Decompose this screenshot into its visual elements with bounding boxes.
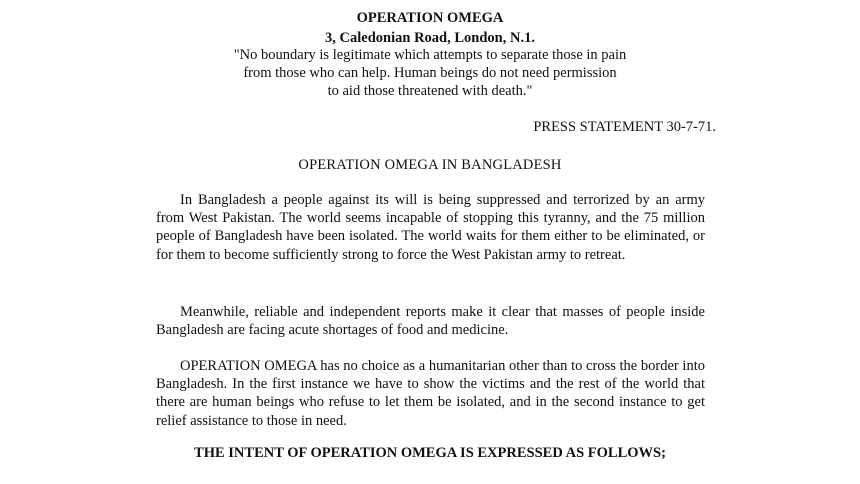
body-paragraph: In Bangladesh a people against its will is being suppressed and terrorized by an army from West Pakistan. The world seems incapable of stopping this tyranny, and the 75 million people of Bangladesh have been isolated. The world waits for them either to be eliminated, or for them to become sufficiently strong to force the West Pakistan army to retreat. bbox=[156, 192, 705, 263]
quote-line: from those who can help. Human beings do not need permission bbox=[243, 65, 617, 81]
quote-line: to aid those threatened with death." bbox=[327, 83, 533, 99]
body-paragraph: OPERATION OMEGA has no choice as a humanitarian other than to cross the border into Bangladesh. In the first instance we have to show the victims and the rest of the world that there are human beings who refuse to let them be isolated, and in the second instance to get relief assistance to those in need. bbox=[156, 358, 705, 429]
org-address: 3, Caledonian Road, London, N.1. bbox=[325, 30, 535, 46]
intent-heading: THE INTENT OF OPERATION OMEGA IS EXPRESSED AS FOLLOWS; bbox=[194, 445, 666, 461]
document-title: OPERATION OMEGA IN BANGLADESH bbox=[298, 157, 562, 173]
body-paragraph: Meanwhile, reliable and independent reports make it clear that masses of people inside Bangladesh are facing acute shortages of food and medicine. bbox=[156, 304, 705, 339]
press-statement-date: PRESS STATEMENT 30-7-71. bbox=[533, 119, 716, 135]
quote-line: "No boundary is legitimate which attempts to separate those in pain bbox=[233, 47, 627, 63]
org-name: OPERATION OMEGA bbox=[356, 10, 504, 26]
